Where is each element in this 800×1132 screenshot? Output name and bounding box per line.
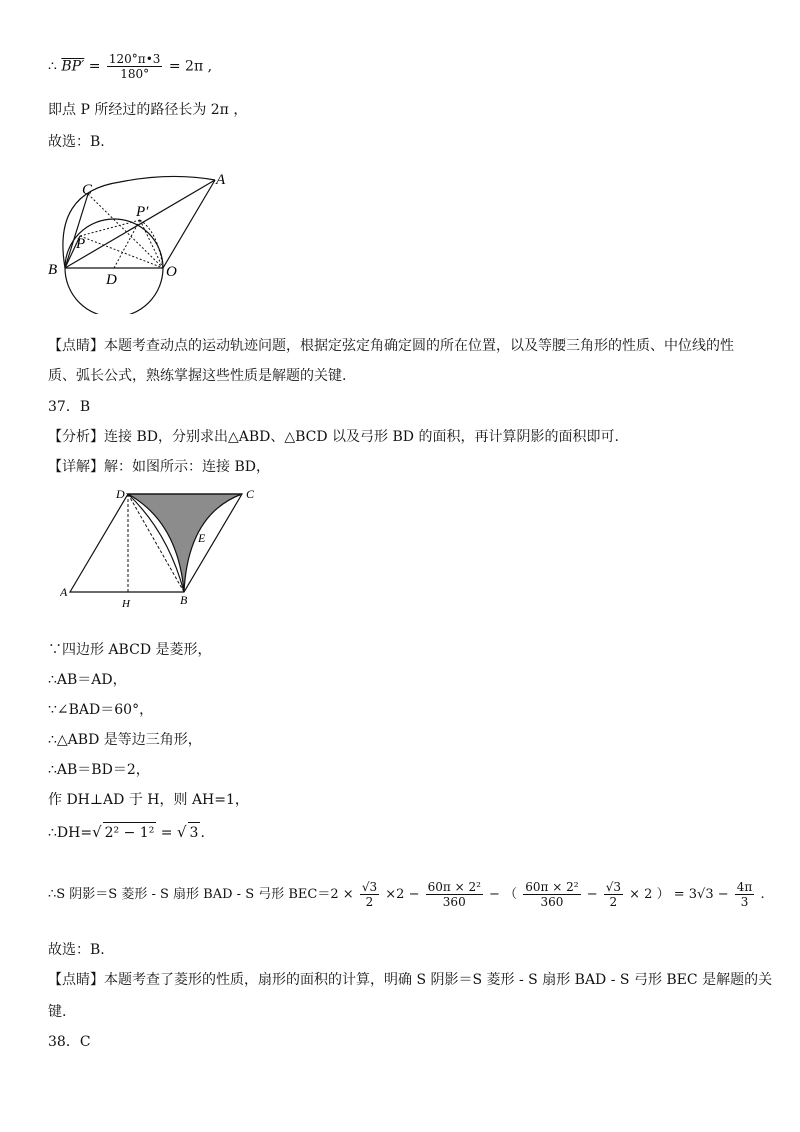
question-37-answer: 37．B: [48, 399, 91, 415]
fraction-5-denominator: 3: [740, 895, 749, 909]
times-two: × 2: [629, 887, 653, 902]
left-paren: （: [504, 887, 518, 902]
label-P: P: [76, 236, 86, 252]
label-H: H: [122, 598, 130, 610]
area-prefix: ∴S 阴影＝S 菱形 - S 扇形 BAD - S 弓形 BEC＝2: [48, 887, 339, 902]
fraction-4-denominator: 2: [609, 895, 618, 909]
fraction-1: [360, 880, 379, 909]
comment-1-line-2: 质、弧长公式，熟练掌握这些性质是解题的关键.: [48, 368, 347, 384]
fraction-2-numerator: 60π × 2²: [427, 880, 481, 894]
label-C: C: [82, 182, 93, 198]
comment-2-line-1: 【点睛】本题考查了菱形的性质，扇形的面积的计算，明确 S 阴影＝S 菱形 - S 扇形 BAD - S 弓形 BEC 是解题的关: [48, 972, 773, 988]
label-D: D: [116, 487, 125, 501]
answer-choice-2: 故选：B.: [48, 942, 105, 958]
dh-prefix: ∴DH=: [48, 825, 93, 841]
therefore-symbol: ∴: [48, 58, 57, 75]
label-B: B: [180, 593, 188, 607]
arc-length-equation: [48, 52, 212, 81]
figure-rhombus: [60, 482, 270, 612]
question-38-answer: 38．C: [48, 1034, 91, 1050]
area-end: .: [760, 887, 765, 902]
fraction-2: [426, 880, 483, 909]
minus-sign: −: [408, 887, 420, 902]
arc-fraction-numerator: 120°π•3: [108, 52, 161, 66]
fraction-5-numerator: 4π: [736, 880, 753, 894]
sqrt-icon: √: [176, 823, 187, 841]
label-B: B: [48, 262, 58, 278]
label-P-prime: P′: [136, 204, 149, 220]
fraction-3-denominator: 360: [540, 895, 564, 909]
fraction-1-denominator: 2: [365, 895, 374, 909]
area-equation: [48, 880, 765, 909]
arc-fraction: [107, 52, 163, 81]
times-two: ×2: [385, 887, 405, 902]
equals-sign: =: [156, 825, 177, 841]
path-length-statement: 即点 P 所经过的路径长为 2π ，: [48, 102, 248, 118]
fraction-5: [735, 880, 755, 909]
label-C: C: [246, 487, 255, 501]
step-6: 作 DH⊥AD 于 H，则 AH=1，: [48, 792, 249, 808]
dh-equation: [48, 822, 205, 843]
fraction-3-numerator: 60π × 2²: [525, 880, 579, 894]
arc-fraction-denominator: 180°: [120, 67, 150, 81]
step-3: ∵∠BAD＝60°，: [48, 702, 154, 718]
fraction-4: [604, 880, 623, 909]
dh-radicand: 2² − 1²: [103, 822, 157, 843]
label-O: O: [166, 264, 177, 280]
sqrt-icon: √: [92, 823, 102, 841]
label-A: A: [60, 585, 68, 599]
figure-circle-arc: [40, 162, 240, 314]
step-1: ∵四边形 ABCD 是菱形，: [48, 642, 212, 658]
comment-2-line-2: 键.: [48, 1004, 67, 1020]
fraction-2-denominator: 360: [442, 895, 466, 909]
equals-sign: =: [84, 58, 105, 75]
answer-choice-1: 故选：B.: [48, 134, 105, 150]
fraction-4-numerator: √3: [605, 880, 622, 894]
step-4: ∴△ABD 是等边三角形，: [48, 732, 202, 748]
step-5: ∴AB＝BD＝2，: [48, 762, 150, 778]
minus-sign: −: [586, 887, 598, 902]
minus-sign: −: [489, 887, 500, 902]
analysis-37: 【分析】连接 BD，分别求出△ABD、△BCD 以及弓形 BD 的面积，再计算阴影的面积即可.: [48, 429, 619, 445]
arc-result: = 2π ,: [168, 58, 213, 75]
arc-symbol: BP′: [61, 58, 85, 75]
dh-root: 3: [188, 822, 201, 843]
fraction-1-numerator: √3: [361, 880, 378, 894]
times-sign: ×: [342, 887, 354, 902]
comment-1-line-1: 【点睛】本题考查动点的运动轨迹问题，根据定弦定角确定圆的所在位置，以及等腰三角形的性质、中位线的性: [48, 338, 734, 354]
dh-tail: .: [200, 825, 205, 841]
area-result: = 3√3 −: [673, 887, 729, 902]
fraction-3: [523, 880, 580, 909]
right-paren: ）: [656, 887, 670, 902]
detail-37: 【详解】解：如图所示：连接 BD，: [48, 459, 270, 475]
label-E: E: [198, 531, 206, 545]
step-2: ∴AB＝AD，: [48, 672, 127, 688]
label-D: D: [106, 272, 117, 288]
label-A: A: [216, 172, 226, 188]
